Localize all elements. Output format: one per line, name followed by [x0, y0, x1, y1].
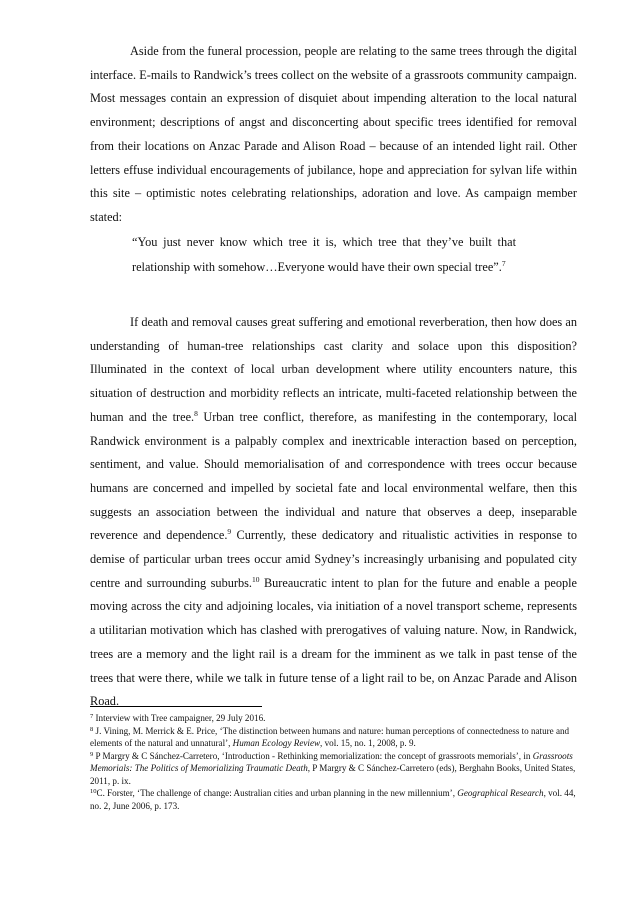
footnote-ref-9[interactable]: 9 [227, 527, 232, 537]
footnote-number: 9 [90, 750, 94, 758]
paragraph-2 [90, 311, 577, 714]
footnote-text: P Margry & C Sánchez-Carretero, ‘Introduction - Rethinking memorialization: the concept of grassroots memorials’, in [95, 750, 533, 761]
footnote-8 [90, 725, 580, 750]
footnote-number: 10 [90, 788, 97, 795]
paragraph-1: Aside from the funeral procession, people are relating to the same trees through the digital interface. E-mails to Randwick’s trees collect on the website of a grassroots community campaign. Most messages contain an expression of disquiet about impending alteration to the local natural environment; descriptions of angst and disconcerting about specific trees identified for removal from their locations on Anzac Parade and Alison Road – because of an intended light rail. Other letters effuse individual encouragements of jubilance, hope and appreciation for sylvan life within this site – optimistic notes celebrating relationships, adoration and love. As campaign member stated: [90, 44, 577, 224]
footnote-text-end: , vol. 15, no. 1, 2008, p. 9. [320, 738, 416, 748]
footnote-text: C. Forster, ‘The challenge of change: Australian cities and urban planning in the new millennium’, [96, 788, 458, 798]
footnote-ref-7[interactable]: 7 [501, 259, 506, 268]
footnote-number: 7 [90, 713, 94, 720]
footnotes [90, 712, 580, 812]
footnote-ref-10[interactable]: 10 [251, 574, 260, 584]
paragraph-2-part-b: Urban tree conflict, therefore, as manifesting in the contemporary, local Randwick environment is a palpably complex and inextricable interaction based on perception, sentiment, and value. Should memorialisation of and correspondence with trees occur because humans are concerned and impelled by societal fate and local environmental welfare, then this suggests an association between the individual and nature that observes a deep, inseparable reverence and dependence. [90, 409, 577, 543]
quote-text: “You just never know which tree it is, which tree that they’ve built that relationship with somehow…Everyone would have their own special tree”. [132, 235, 516, 274]
paragraph-2-part-a: If death and removal causes great suffering and emotional reverberation, then how does an understanding of human-tree relationships cast clarity and solace upon this disposition? Illuminated in the context of local urban development where utility encounters nature, this situation of destruction and morbidity reflects an intricate, multi-faceted relationship between the human and the tree. [90, 315, 577, 424]
footnote-7 [90, 712, 580, 725]
paragraph-2-part-d: Bureaucratic intent to plan for the future and enable a people moving across the city and adjoining locales, via initiation of a novel transport scheme, represents a utilitarian motivation which has clashed with prerogatives of valuing nature. Now, in Randwick, trees are a memory and the light rail is a dream for the imminent as we talk in past tense of the trees that were there, while we talk in future tense of a light rail to be, on Anzac Parade and Alison Road. [90, 575, 577, 709]
footnote-text: Interview with Tree campaigner, 29 July 2016. [95, 713, 266, 723]
footnote-9 [90, 750, 580, 788]
block-quote [132, 230, 516, 280]
footnote-text-end: , P Margry & C Sánchez-Carretero (eds), Berghahn Books, United States, 2011, p. ix. [90, 763, 576, 786]
footnote-text: J. Vining, M. Merrick & E. Price, ‘The distinction between humans and nature: human perceptions of connectedness to nature and elements of the natural and unnatural’, [90, 725, 570, 748]
footnote-10 [90, 787, 580, 812]
journal-title: Geographical Research [457, 788, 544, 798]
footnote-number: 8 [90, 725, 94, 733]
footnote-ref-8[interactable]: 8 [194, 408, 198, 418]
paragraph-2-part-c: Currently, these dedicatory and ritualistic activities in response to demise of particular urban trees occur amid Sydney’s increasingly urbanising and populated city centre and surrounding suburbs. [90, 528, 577, 590]
footnote-text-end: , vol. 44, no. 2, June 2006, p. 173. [90, 788, 576, 811]
book-title: Grassroots Memorials: The Politics of Memorializing Traumatic Death [90, 750, 573, 773]
journal-title: Human Ecology Review [232, 738, 321, 748]
footnote-separator [90, 706, 262, 707]
